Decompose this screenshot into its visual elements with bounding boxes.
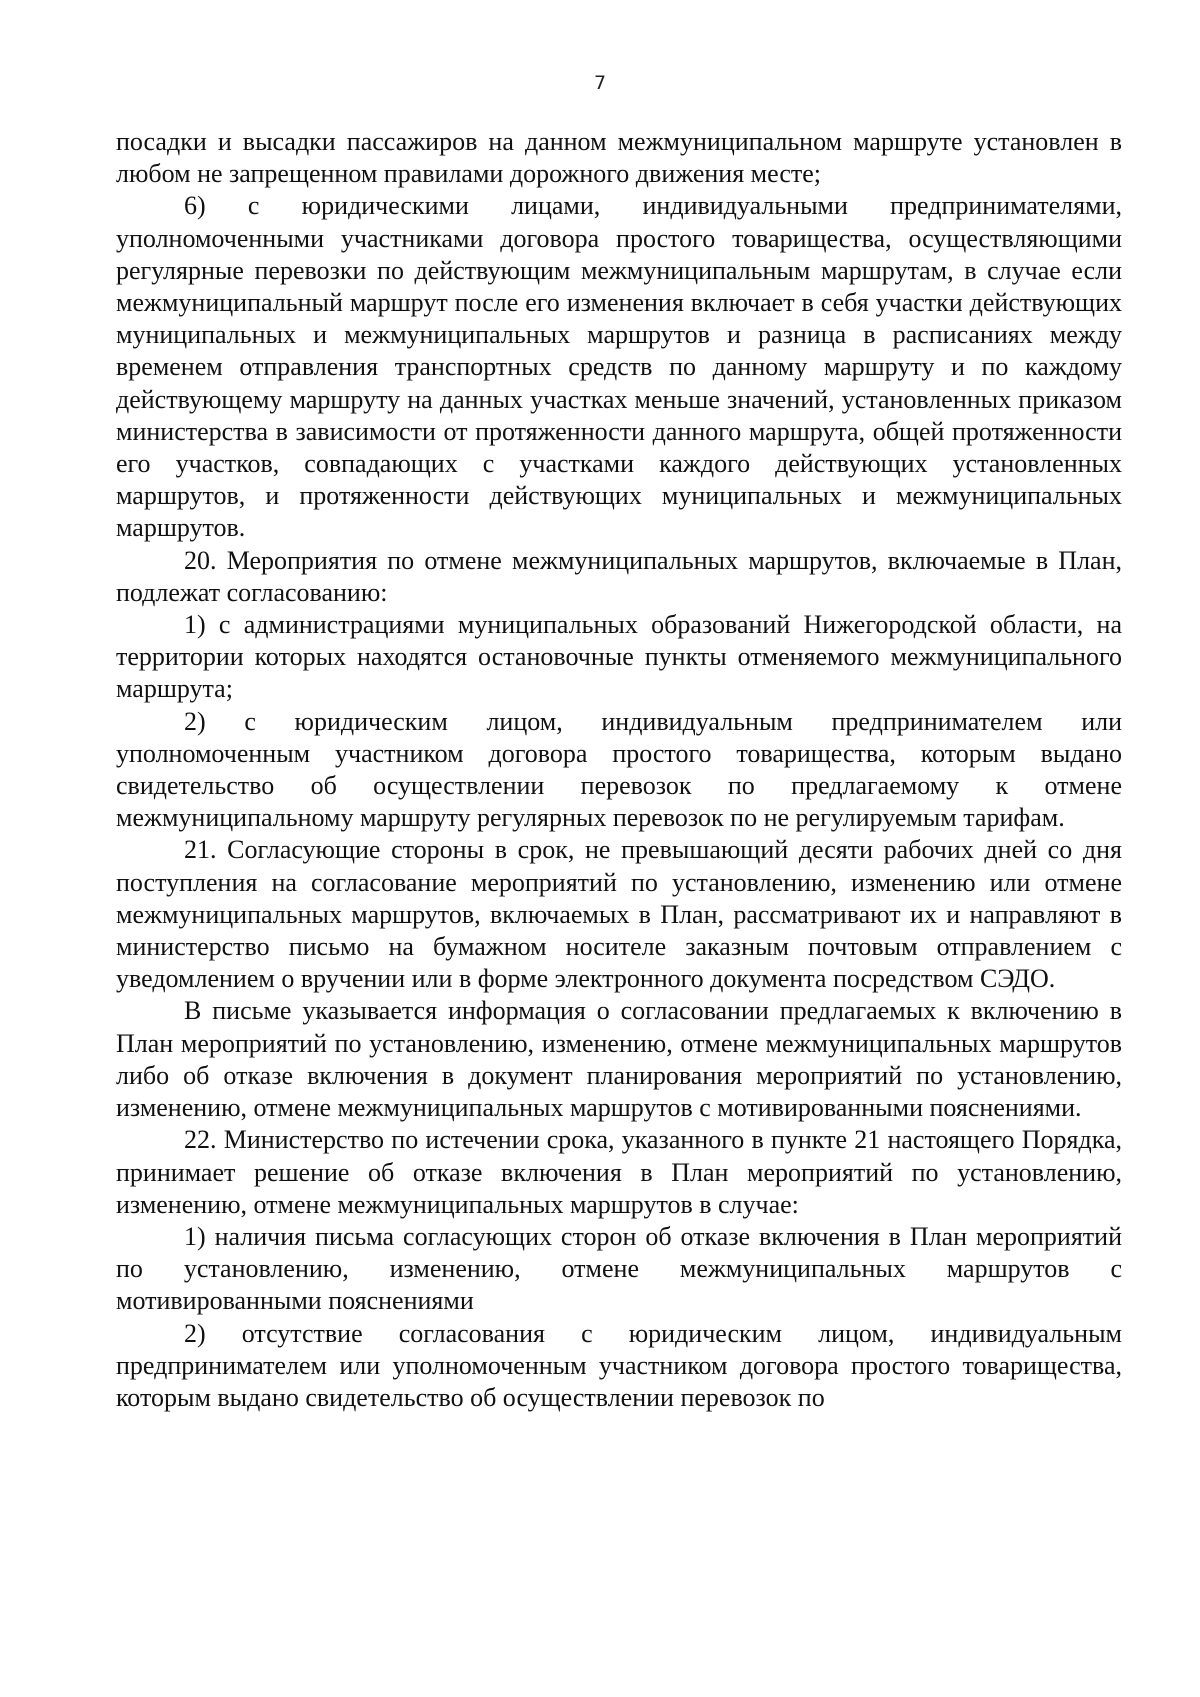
paragraph: 21. Согласующие стороны в срок, не превышающий десяти рабочих дней со дня поступления на согласование мероприятий по установлению, изменению или отмене межмуниципальных маршрутов, включаемых в План, рассматривают их и направляют в министерство письмо на бумажном носителе заказным почтовым отправлением с уведомлением о вручении или в форме электронного документа посредством СЭДО.	[116, 835, 1122, 994]
paragraph: 22. Министерство по истечении срока, указанного в пункте 21 настоящего Порядка, принимает решение об отказе включения в План мероприятий по установлению, изменению, отмене межмуниципальных маршрутов в случае:	[116, 1125, 1122, 1219]
paragraph: 20. Мероприятия по отмене межмуниципальных маршрутов, включаемые в План, подлежат согласованию:	[116, 545, 1122, 607]
paragraph: 1) с администрациями муниципальных образований Нижегородской области, на территории которых находятся остановочные пункты отменяемого межмуниципального маршрута;	[116, 610, 1122, 704]
document-body	[116, 126, 1122, 1414]
page-number: 7	[593, 72, 607, 94]
paragraph: посадки и высадки пассажиров на данном межмуниципальном маршруте установлен в любом не запрещенном правилами дорожного движения месте;	[116, 127, 1122, 189]
paragraph: 6) с юридическими лицами, индивидуальными предпринимателями, уполномоченными участниками договора простого товарищества, осуществляющими регулярные перевозки по действующим межмуниципальным маршрутам, в случае если межмуниципальный маршрут после его изменения включает в себя участки действующих муниципальных и межмуниципальных маршрутов и разница в расписаниях между временем отправления транспортных средств по данному маршруту и по каждому действующему маршруту на данных участках меньше значений, установленных приказом министерства в зависимости от протяженности данного маршрута, общей протяженности его участков, совпадающих с участками каждого действующих установленных маршрутов, и протяженности действующих муниципальных и межмуниципальных маршрутов.	[116, 191, 1122, 543]
paragraph: 2) отсутствие согласования с юридическим лицом, индивидуальным предпринимателем или уполномоченным участником договора простого товарищества, которым выдано свидетельство об осуществлении перевозок по	[116, 1318, 1122, 1412]
paragraph: 2) с юридическим лицом, индивидуальным предпринимателем или уполномоченным участником договора простого товарищества, которым выдано свидетельство об осуществлении перевозок по предлагаемому к отмене межмуниципальному маршруту регулярных перевозок по не регулируемым тарифам.	[116, 706, 1122, 833]
paragraph: 1) наличия письма согласующих сторон об отказе включения в План мероприятий по установлению, изменению, отмене межмуниципальных маршрутов с мотивированными пояснениями	[116, 1221, 1122, 1316]
paragraph: В письме указывается информация о согласовании предлагаемых к включению в План мероприятий по установлению, изменению, отмене межмуниципальных маршрутов либо об отказе включения в документ планирования мероприятий по установлению, изменению, отмене межмуниципальных маршрутов с мотивированными пояснениями.	[116, 996, 1122, 1123]
